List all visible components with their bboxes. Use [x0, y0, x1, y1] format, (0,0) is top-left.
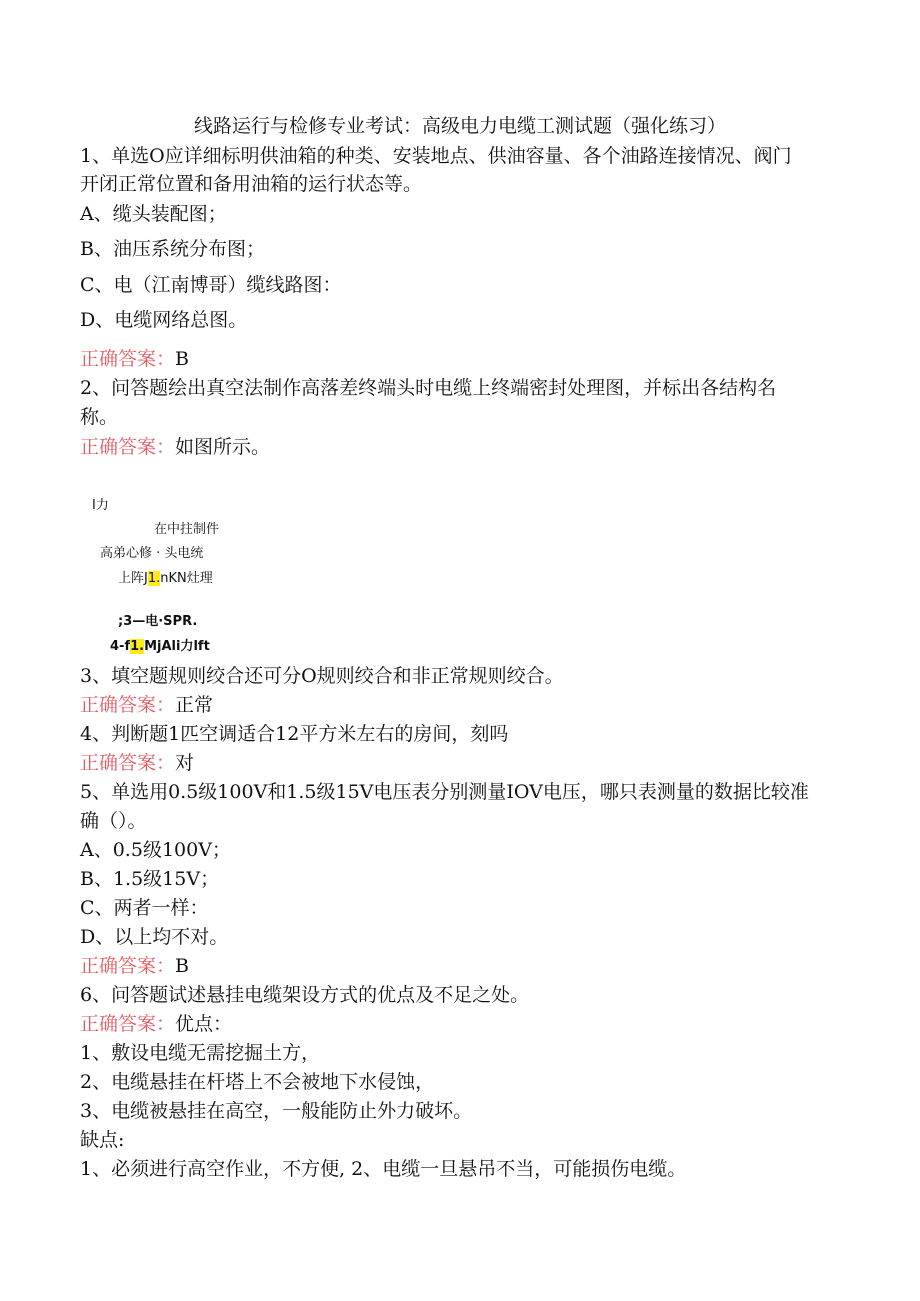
q5-option-a: A、0.5级100V； [80, 839, 231, 861]
answer-label: 正确答案： [80, 348, 176, 370]
q6-pro-1: 1、敷设电缆无需挖掘土方， [80, 1042, 321, 1064]
q1-answer [80, 347, 189, 371]
q6-answer [80, 1012, 232, 1036]
q6-cons: 1、必须进行高空作业，不方便, 2、电缆一旦悬吊不当，可能损伤电缆。 [80, 1158, 687, 1180]
q1-option-b: B、油压系统分布图； [80, 238, 265, 260]
answer-value: 优点： [175, 1013, 233, 1035]
q6-pro-3: 3、电缆被悬挂在高空，一般能防止外力破坏。 [80, 1100, 473, 1122]
answer-label: 正确答案： [80, 1013, 176, 1035]
q2-stem-line2: 称。 [80, 406, 119, 428]
answer-label: 正确答案： [80, 955, 176, 977]
q4-stem: 4、判断题1匹空调适合12平方米左右的房间，刻吗 [80, 723, 509, 745]
q5-option-d: D、以上均不对。 [80, 926, 229, 948]
figure-label-6: 4-f1.MjAli力lft [110, 639, 210, 654]
q2-answer [80, 435, 270, 459]
answer-value: B [175, 955, 189, 977]
highlight-mark: 1. [147, 571, 161, 586]
q5-stem-line2: 确（）。 [80, 810, 147, 832]
q3-answer [80, 693, 213, 717]
answer-value: 如图所示。 [175, 436, 271, 458]
figure-label-4: 上阵J1.nKN灶理 [118, 571, 213, 586]
figure-label-1: I力 [92, 498, 109, 513]
q1-option-d: D、电缆网络总图。 [80, 309, 248, 331]
q1-option-a: A、缆头装配图； [80, 203, 227, 225]
answer-label: 正确答案： [80, 694, 176, 716]
q5-stem-line1: 5、单选用0.5级100V和1.5级15V电压表分别测量IOV电压，哪只表测量的数据比较准 [80, 781, 809, 803]
answer-value: 正常 [175, 694, 214, 716]
figure-label-5: ;3—电·SPR. [118, 614, 198, 629]
q5-answer [80, 954, 189, 978]
page-title: 线路运行与检修专业考试：高级电力电缆工测试题（强化练习） [193, 115, 726, 137]
q6-cons-label: 缺点: [80, 1129, 125, 1151]
answer-label: 正确答案： [80, 436, 176, 458]
q4-answer [80, 751, 194, 775]
highlight-mark: 1. [130, 639, 145, 654]
answer-value: 对 [175, 752, 195, 774]
q1-option-c: C、电（江南博哥）缆线路图： [80, 274, 342, 296]
q6-pro-2: 2、电缆悬挂在杆塔上不会被地下水侵蚀， [80, 1071, 435, 1093]
q1-stem-line2: 开闭正常位置和备用油箱的运行状态等。 [80, 173, 423, 195]
q2-stem-line1: 2、问答题绘出真空法制作高落差终端头时电缆上终端密封处理图，并标出各结构名 [80, 377, 777, 399]
answer-label: 正确答案： [80, 752, 176, 774]
q5-option-b: B、1.5级15V； [80, 868, 220, 890]
q6-stem: 6、问答题试述悬挂电缆架设方式的优点及不足之处。 [80, 984, 530, 1006]
q5-option-c: C、两者一样： [80, 897, 209, 919]
q3-stem: 3、填空题规则绞合还可分O规则绞合和非正常规则绞合。 [80, 665, 564, 687]
answer-value: B [175, 348, 189, 370]
figure-label-2: 在中拄制件 [154, 522, 220, 537]
q1-stem-line1: 1、单选O应详细标明供油箱的种类、安装地点、供油容量、各个油路连接情况、阀门 [80, 145, 792, 167]
figure-label-3: 高弟心修 · 头电统 [100, 546, 204, 561]
